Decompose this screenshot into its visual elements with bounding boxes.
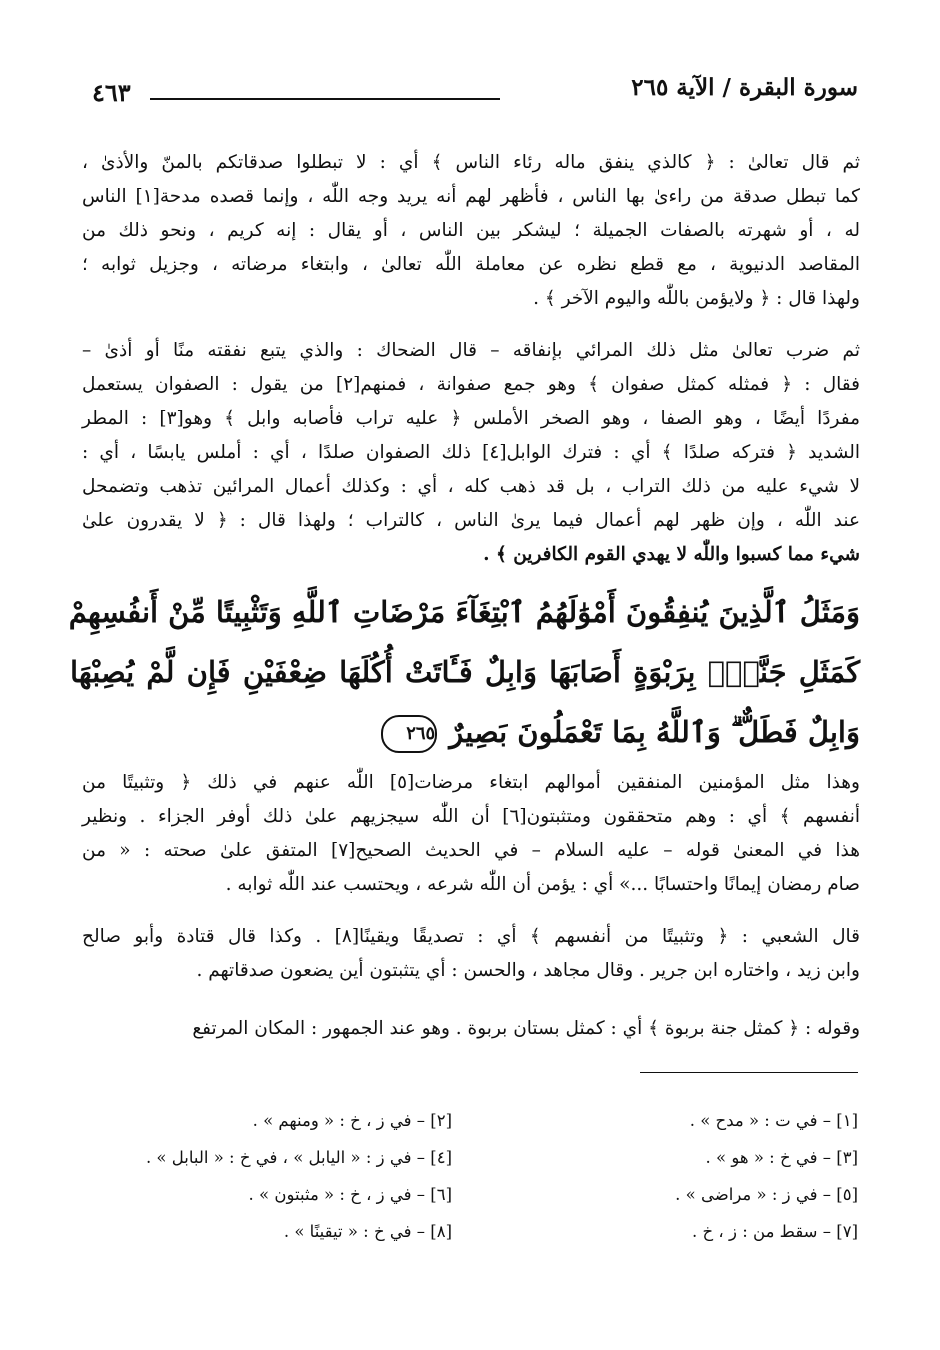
- text-line: وابن زيد ، واختاره ابن جرير . وقال مجاهد ، والحسن : أي يتثبتون أين يضعون صدقاتهم .: [196, 960, 860, 981]
- footnote: [٦] – في ز ، خ : « مثبتون » .: [248, 1185, 452, 1204]
- text-line: فقال : ﴿ فمثله كمثل صفوان ﴾ وهو جمع صفوانة ، فمنهم[٢] من يقول : الصفوان يستعمل: [82, 374, 860, 395]
- paragraph-3: [82, 766, 860, 902]
- text-line: ولهذا قال : ﴿ ولايؤمن باللّٰه واليوم الآخر ﴾ .: [533, 288, 860, 309]
- text-line: له ، أو شهرته بالصفات الجميلة ؛ ليشكر بين الناس ، أو يقال : إنه كريم ، ونحو ذلك من: [82, 220, 860, 241]
- text-line: ثم قال تعالىٰ : ﴿ كالذي ينفق ماله رئاء الناس ﴾ أي : لا تبطلوا صدقاتكم بالمنّ والأذىٰ ،: [82, 152, 860, 173]
- text-line: كما تبطل صدقة من راءىٰ بها الناس ، فأظهر لهم أنه يريد وجه اللّٰه ، وإنما قصده مدحة[١] الناس: [82, 186, 860, 207]
- text-line: وقوله : ﴿ كمثل جنة بربوة ﴾ أي : كمثل بستان بربوة . وهو عند الجمهور : المكان المرتفع: [192, 1018, 860, 1039]
- footnote: [٥] – في ز : « مراضى » .: [675, 1185, 858, 1204]
- footnote: [١] – في ت : « مدح » .: [689, 1111, 858, 1130]
- paragraph-5: [82, 1012, 860, 1046]
- text-line: الشديد ﴿ فتركه صلدًا ﴾ أي : فترك الوابل[٤] ذلك الصفوان صلدًا ، أي : أملس يابسًا ، أي :: [82, 442, 860, 463]
- footnote: [٤] – في ز : « اليابل » ، في خ : « البابل » .: [145, 1148, 452, 1167]
- text-line: المقاصد الدنيوية ، مع قطع نظره عن معاملة اللّٰه تعالىٰ ، وابتغاء مرضاته ، وجزيل ثوابه ؛: [82, 254, 860, 275]
- page-number: ٤٦٣: [92, 78, 131, 107]
- paragraph-2: [82, 334, 860, 572]
- paragraph-4: [82, 920, 860, 988]
- footnotes-right-column: [528, 1102, 858, 1250]
- footnote: [٨] – في خ : « تيقينًا » .: [283, 1222, 452, 1241]
- verse-line: وَمَثَلُ ٱلَّذِينَ يُنفِقُونَ أَمْوَٰلَهُمُ ٱبْتِغَآءَ مَرْضَاتِ ٱللَّهِ وَتَثْبِيتًا مِّنْ أَنفُسِهِمْ: [68, 595, 860, 629]
- running-header-title: سورة البقرة / الآية ٢٦٥: [631, 74, 858, 101]
- footnote: [٢] – في ز ، خ : « ومنهم » .: [252, 1111, 452, 1130]
- quran-verse: [70, 582, 860, 762]
- footnote-separator: [640, 1072, 858, 1073]
- text-line: صام رمضان إيمانًا واحتسابًا ...» أي : يؤمن أن اللّٰه شرعه ، ويحتسب عند اللّٰه ثوابه .: [225, 874, 860, 895]
- text-line: مفردًا أيضًا ، وهو الصفا ، وهو الصخر الأملس ﴿ عليه تراب فأصابه وابل ﴾ وهو[٣] : المطر: [82, 408, 860, 429]
- ayah-number-marker: ٢٦٥: [381, 715, 437, 753]
- verse-line-text: وَابِلٌ فَطَلٌّ ۗ وَٱللَّهُ بِمَا تَعْمَلُونَ بَصِيرٌ: [449, 715, 860, 749]
- text-line: عند اللّٰه ، وإن ظهر لهم أعمال فيما يرىٰ الناس ، كالتراب ؛ ولهذا قال : ﴿ لا يقدرون علىٰ: [82, 510, 860, 531]
- text-line: هذا في المعنىٰ قوله – عليه السلام – في الحديث الصحيح[٧] المتفق علىٰ صحته : « من: [82, 840, 860, 861]
- footnote: [٣] – في خ : « هو » .: [705, 1148, 858, 1167]
- text-line: أنفسهم ﴾ أي : وهم متحققون ومتثبتون[٦] أن اللّٰه سيجزيهم علىٰ ذلك أوفر الجزاء . ونظير: [82, 806, 860, 827]
- paragraph-1: [82, 146, 860, 316]
- text-line: ثم ضرب تعالىٰ مثل ذلك المرائي بإنفاقه – قال الضحاك : والذي يتبع نفقته منًا أو أذىٰ –: [82, 340, 860, 361]
- text-line: وهذا مثل المؤمنين المنفقين أموالهم ابتغاء مرضات[٥] اللّٰه عنهم في ذلك ﴿ وتثبيتًا من: [82, 772, 860, 793]
- verse-line: كَمَثَلِ جَنَّةٍۭ بِرَبْوَةٍ أَصَابَهَا وَابِلٌ فَـَٔاتَتْ أُكُلَهَا ضِعْفَيْنِ فَإِن لَّمْ يُصِبْهَا: [70, 655, 860, 689]
- text-line: لا شيء عليه من ذلك التراب ، بل قد ذهب كله ، أي : وكذلك أعمال المرائين تذهب وتضمحل: [82, 476, 860, 497]
- header-rule: [150, 98, 500, 100]
- text-line: شيء مما كسبوا واللّٰه لا يهدي القوم الكافرين ﴾ .: [483, 544, 860, 565]
- text-line: قال الشعبي : ﴿ وتثبيتًا من أنفسهم ﴾ أي : تصديقًا ويقينًا[٨] . وكذا قال قتادة وأبو صالح: [82, 926, 861, 947]
- footnotes-left-column: [122, 1102, 452, 1250]
- footnote: [٧] – سقط من : ز ، خ .: [692, 1222, 858, 1241]
- verse-line: [70, 702, 860, 762]
